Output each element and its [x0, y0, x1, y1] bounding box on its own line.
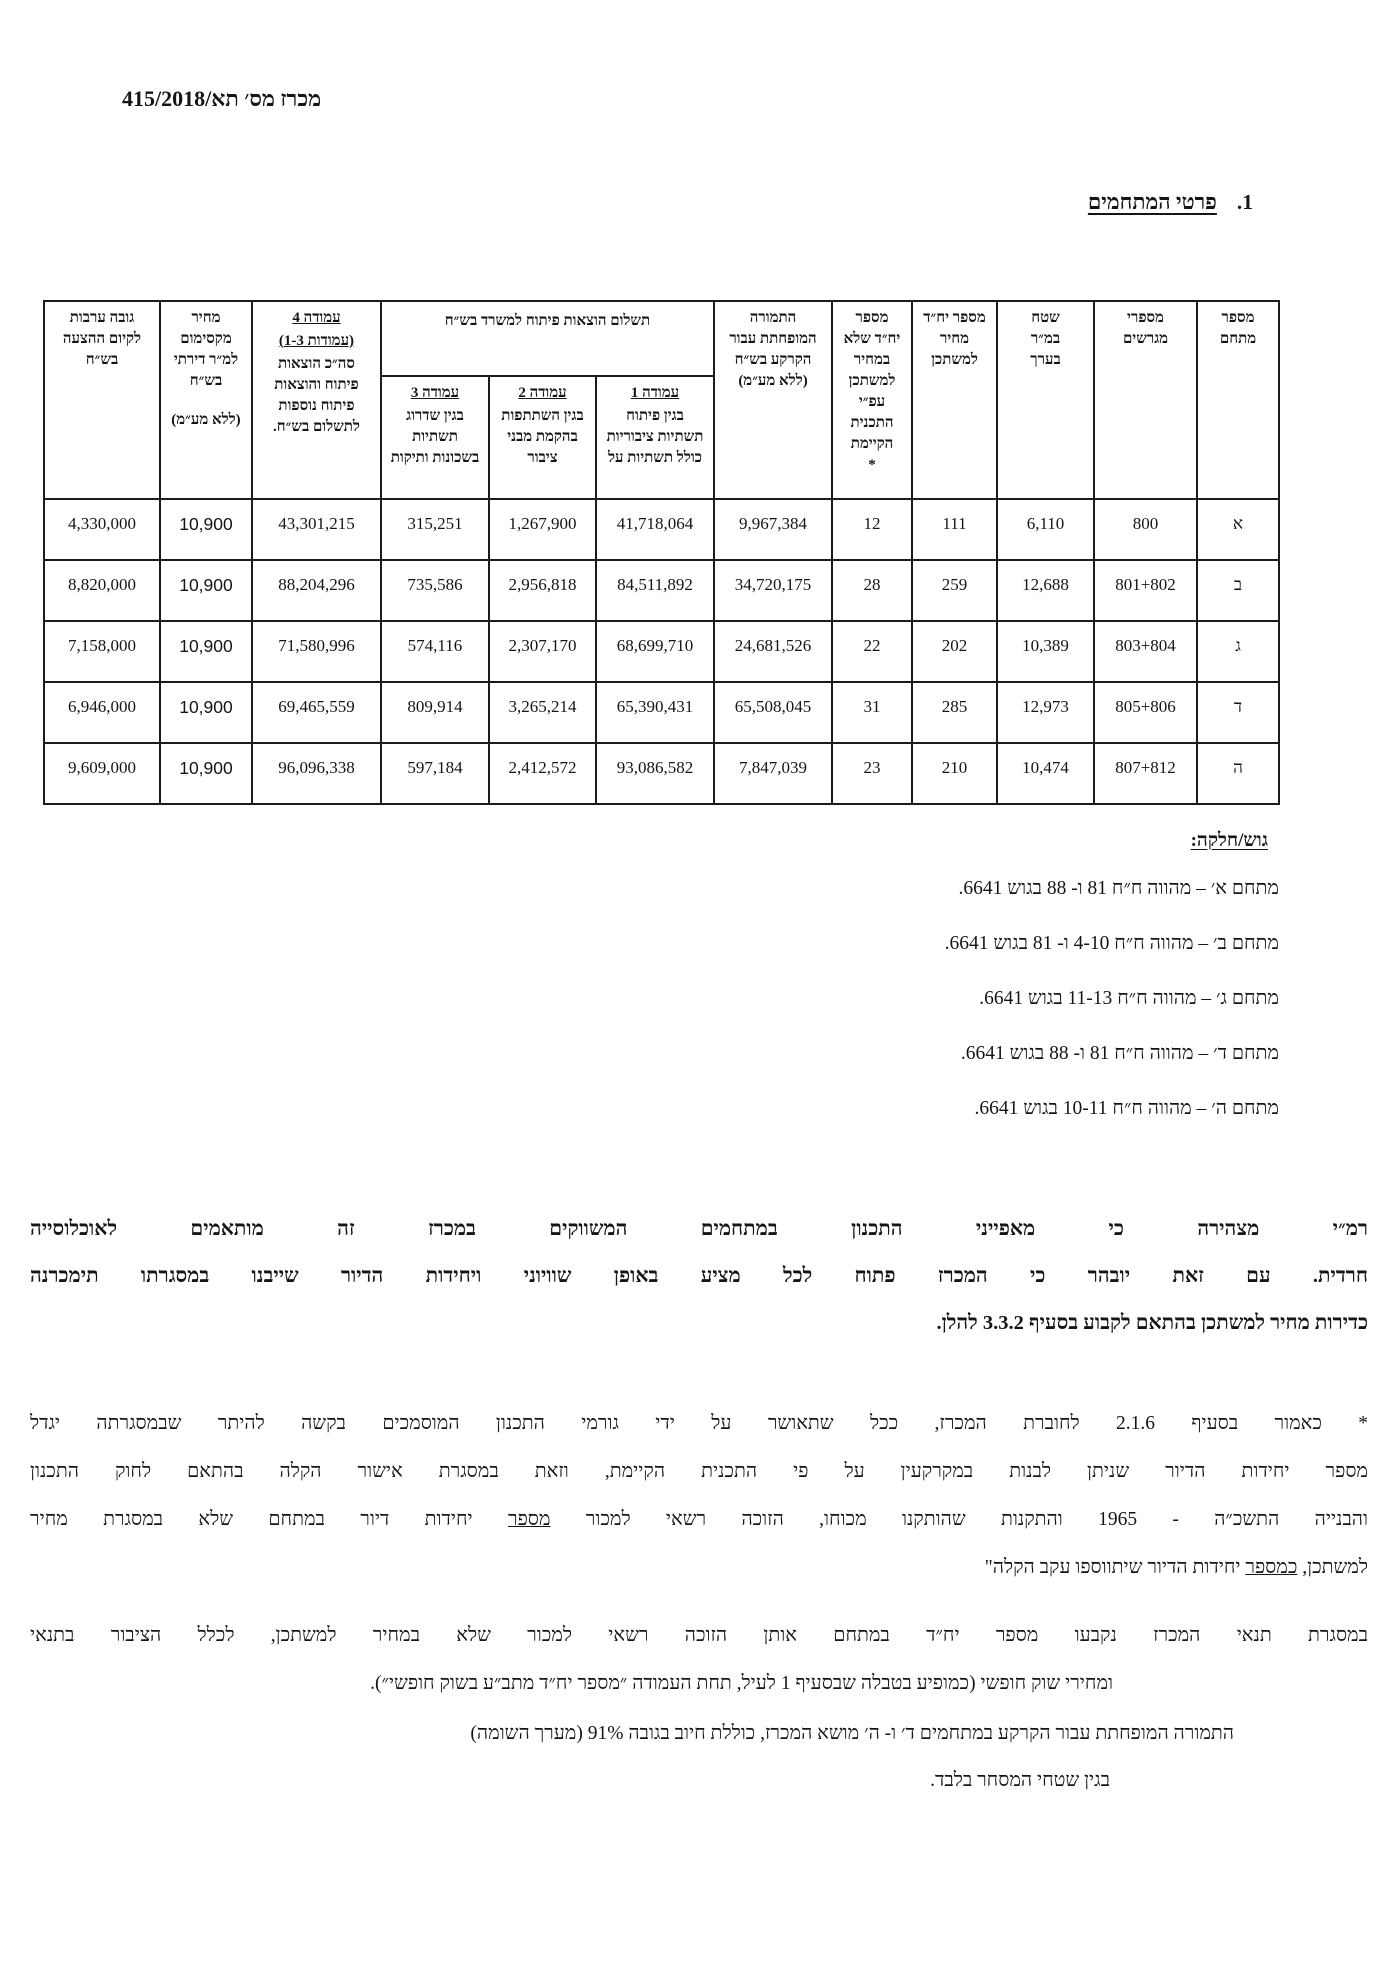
table-row	[44, 560, 1279, 621]
col-header-column3	[381, 376, 489, 499]
table-cell: 68,699,710	[596, 621, 714, 682]
col-header-max-price	[160, 301, 252, 499]
table-cell: 7,158,000	[44, 621, 160, 682]
table-cell: 801+802	[1094, 560, 1197, 621]
section-heading	[1088, 190, 1253, 215]
table-row	[44, 499, 1279, 560]
text-line: כדירות מחיר למשתכן בהתאם לקבוע בסעיף 3.3.2 להלן.	[936, 1312, 1368, 1334]
compounds-table	[43, 300, 1280, 805]
table-cell: 807+812	[1094, 743, 1197, 804]
table-cell: 7,847,039	[714, 743, 832, 804]
para-footnote	[30, 1400, 1368, 1592]
col-header-consideration	[714, 301, 832, 499]
table-cell: 800	[1094, 499, 1197, 560]
col-header-column2	[489, 376, 596, 499]
table-cell: 4,330,000	[44, 499, 160, 560]
table-cell: ב	[1197, 560, 1279, 621]
table-cell: 202	[912, 621, 997, 682]
table-cell: 597,184	[381, 743, 489, 804]
table-cell: 2,956,818	[489, 560, 596, 621]
table-cell: 69,465,559	[252, 682, 381, 743]
col-header-plots: מספרי מגרשים	[1094, 301, 1197, 499]
column3-body: בגין שדרוג תשתיות בשכונות ותיקות	[390, 408, 480, 466]
table-row	[44, 743, 1279, 804]
table-cell: 574,116	[381, 621, 489, 682]
max-price-note: (ללא מע״מ)	[171, 412, 241, 428]
col-header-units-not-text: מספר יח״ד שלא במחיר למשתכן עפ״י התכנית הקיימת	[843, 310, 901, 452]
table-cell: 71,580,996	[252, 621, 381, 682]
text-line: מתחם ג׳ – מהווה ח״ח 11-13 בגוש 6641.	[979, 988, 1279, 1009]
text-line: רמ״י מצהירה כי מאפייני התכנון במתחמים המשווקים במכרז זה מותאמים לאוכלוסייה	[30, 1218, 1368, 1240]
table-cell: 3,265,214	[489, 682, 596, 743]
text-line: ומחירי שוק חופשי (כמופיע בטבלה שבסעיף 1 לעיל, תחת העמודה ״מספר יח״ד מתב״ע בשוק חופשי״).	[370, 1673, 1113, 1694]
text-line: מספר יחידות הדיור שניתן לבנות במקרקעין על פי התכנית הקיימת, וזאת במסגרת אישור הקלה בהתאם לחוק התכנון	[30, 1461, 1368, 1482]
table-cell: 10,474	[997, 743, 1094, 804]
table-row	[44, 682, 1279, 743]
col-header-area: שטח במ״ר בערך	[997, 301, 1094, 499]
table-cell: 12,688	[997, 560, 1094, 621]
col-header-column4	[252, 301, 381, 499]
table-cell: 2,307,170	[489, 621, 596, 682]
table-cell: 111	[912, 499, 997, 560]
table-cell: 93,086,582	[596, 743, 714, 804]
text-line: * כאמור בסעיף 2.1.6 לחוברת המכרז, ככל שתאושר על ידי גורמי התכנון המוסמכים בקשה להיתר שבמסגרתה יגדל	[30, 1413, 1369, 1434]
table-cell: 10,900	[160, 682, 252, 743]
table-cell: 210	[912, 743, 997, 804]
column2-body: בגין השתתפות בהקמת מבני ציבור	[501, 408, 584, 466]
text-line: מתחם א׳ – מהווה ח״ח 81 ו- 88 בגוש 6641.	[958, 878, 1279, 899]
column4-title: עמודה 4	[292, 310, 341, 326]
table-cell: 285	[912, 682, 997, 743]
table-cell: 96,096,338	[252, 743, 381, 804]
col-header-development-payment: תשלום הוצאות פיתוח למשרד בש״ח	[381, 301, 714, 376]
table-cell: א	[1197, 499, 1279, 560]
table-cell: 31	[832, 682, 912, 743]
para-free-market	[30, 1612, 1368, 1708]
table-cell: 9,967,384	[714, 499, 832, 560]
table-cell: 23	[832, 743, 912, 804]
text-line: מתחם ה׳ – מהווה ח״ח 10-11 בגוש 6641.	[974, 1098, 1279, 1119]
table-cell: 34,720,175	[714, 560, 832, 621]
column3-title: עמודה 3	[410, 385, 460, 401]
col-header-guarantee: גובה ערבות לקיום ההצעה בש״ח	[44, 301, 160, 499]
table-cell: 43,301,215	[252, 499, 381, 560]
table-cell: 10,900	[160, 621, 252, 682]
table-cell: 84,511,892	[596, 560, 714, 621]
table-cell: 10,900	[160, 743, 252, 804]
table-cell: 735,586	[381, 560, 489, 621]
table-cell: 6,110	[997, 499, 1094, 560]
gush-helka-heading: גוש/חלקה:	[1190, 830, 1268, 851]
table-row	[44, 621, 1279, 682]
text-line: במסגרת תנאי המכרז נקבעו מספר יח״ד במתחם אותן הזוכה רשאי למכור שלא במחיר למשתכן, לכלל הציבור בתנאי	[30, 1625, 1368, 1646]
table-cell: 88,204,296	[252, 560, 381, 621]
para-declaration	[30, 1206, 1368, 1347]
table-cell: 1,267,900	[489, 499, 596, 560]
text-line: והבנייה התשכ״ה - 1965 והתקנות שהותקנו מכוחו, הזוכה רשאי למכור מספר יחידות דיור במתחם שלא במסגרת מחיר	[30, 1509, 1369, 1530]
column2-title: עמודה 2	[518, 385, 567, 401]
table-cell: ג	[1197, 621, 1279, 682]
section-title: פרטי המתחמים	[1087, 190, 1217, 214]
text-line: למשתכן, כמספר יחידות הדיור שיתווספו עקב הקלה"	[984, 1557, 1368, 1578]
column4-subtitle: (עמודות 1-3)	[278, 333, 355, 349]
col-header-units-not-mechir	[832, 301, 912, 499]
table-cell: 10,389	[997, 621, 1094, 682]
col-header-compound: מספר מתחם	[1197, 301, 1279, 499]
table-cell: 315,251	[381, 499, 489, 560]
gush-list	[945, 878, 1279, 1153]
table-cell: 805+806	[1094, 682, 1197, 743]
table-cell: 12	[832, 499, 912, 560]
text-line: מתחם ב׳ – מהווה ח״ח 4-10 ו- 81 בגוש 6641.	[944, 933, 1279, 954]
table-cell: ה	[1197, 743, 1279, 804]
col-header-consideration-text: התמורה המופחתת עבור הקרקע בש״ח	[729, 310, 817, 368]
column1-title: עמודה 1	[630, 385, 680, 401]
para-consideration	[30, 1710, 1368, 1804]
table-cell: 65,390,431	[596, 682, 714, 743]
table-cell: 22	[832, 621, 912, 682]
table-cell: 259	[912, 560, 997, 621]
table-cell: 28	[832, 560, 912, 621]
table-cell: 10,900	[160, 560, 252, 621]
table-cell: 6,946,000	[44, 682, 160, 743]
table-cell: ד	[1197, 682, 1279, 743]
col-header-column1	[596, 376, 714, 499]
compound-table-body	[44, 499, 1279, 804]
table-cell: 809,914	[381, 682, 489, 743]
text-line: התמורה המופחתת עבור הקרקע במתחמים ד׳ ו- ה׳ מושא המכרז, כוללת חיוב בגובה 91% (מערך השומה)	[470, 1723, 1234, 1744]
text-line: בגין שטחי המסחר בלבד.	[930, 1770, 1110, 1791]
col-header-units-not-asterisk: *	[868, 457, 876, 473]
table-cell: 9,609,000	[44, 743, 160, 804]
max-price-text: מחיר מקסימום למ״ר דירתי בש״ח	[173, 310, 239, 389]
column1-body: בגין פיתוח תשתיות ציבוריות כולל תשתיות על	[606, 408, 704, 466]
text-line: מתחם ד׳ – מהווה ח״ח 81 ו- 88 בגוש 6641.	[960, 1043, 1279, 1064]
col-header-units-mechir: מספר יח״ד מחיר למשתכן	[912, 301, 997, 499]
table-cell: 10,900	[160, 499, 252, 560]
column4-body: סה״כ הוצאות פיתוח והוצאות פיתוח נוספות לתשלום בש״ח.	[273, 356, 360, 435]
table-cell: 65,508,045	[714, 682, 832, 743]
table-cell: 41,718,064	[596, 499, 714, 560]
table-cell: 2,412,572	[489, 743, 596, 804]
table-cell: 24,681,526	[714, 621, 832, 682]
text-line: חרדית. עם זאת יובהר כי המכרז פתוח לכל מציע באופן שוויוני ויחידות הדיור שייבנו במסגרתו תימכרנה	[30, 1265, 1368, 1287]
table-cell: 803+804	[1094, 621, 1197, 682]
tender-number: מכרז מס׳ תא/415/2018	[122, 86, 322, 111]
table-cell: 12,973	[997, 682, 1094, 743]
section-number: 1.	[1236, 190, 1253, 214]
table-cell: 8,820,000	[44, 560, 160, 621]
col-header-consideration-note: (ללא מע״מ)	[738, 373, 808, 389]
